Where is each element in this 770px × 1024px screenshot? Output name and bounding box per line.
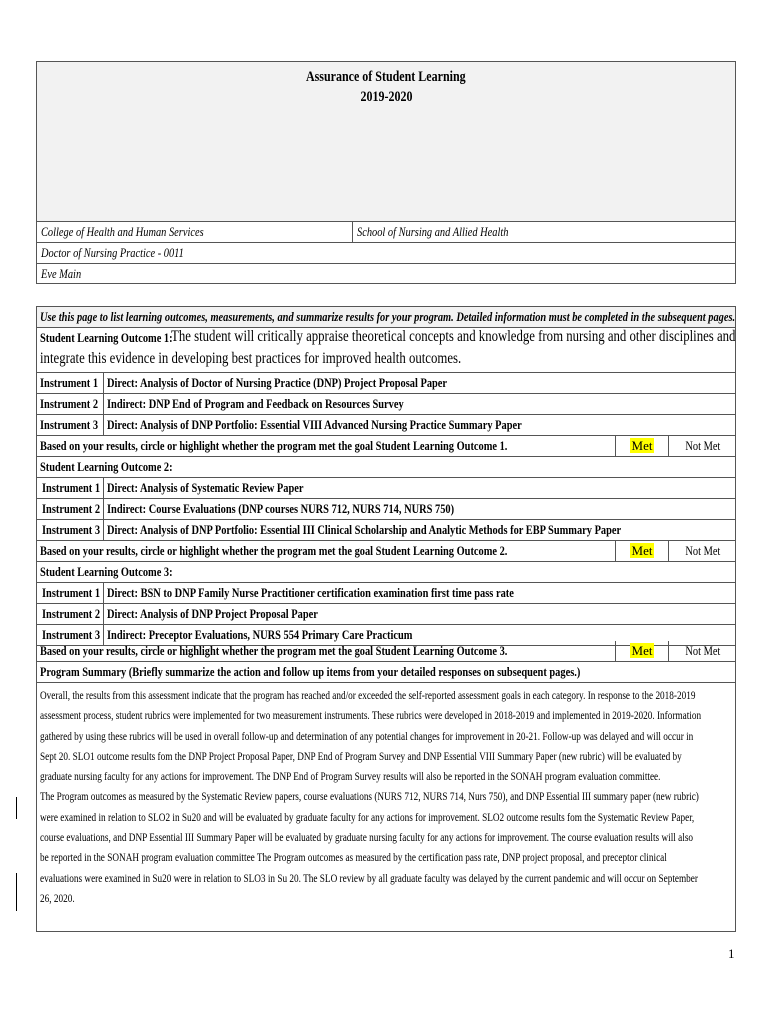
met-option[interactable]: Met (615, 541, 668, 561)
met-option[interactable]: Met (615, 641, 668, 661)
instrument-name: Instrument 2 (42, 606, 101, 621)
result-prompt: Based on your results, circle or highlight whether the program met the goal Student Learning Outcome 3. (40, 643, 508, 658)
slo1-instrument-row (37, 394, 735, 415)
summary-line: Sept 20. SLO1 outcome results fom the DNP Project Proposal Paper, DNP End of Program Survey and DNP Essential VIII Summary Paper (new rubric) will be evaluated by (40, 748, 682, 763)
program-summary-heading: Program Summary (Briefly summarize the action and follow up items from your detailed responses on subsequent pages.) (37, 662, 735, 683)
result-prompt: Based on your results, circle or highlight whether the program met the goal Student Learning Outcome 2. (40, 543, 508, 558)
instructions-text: Use this page to list learning outcomes, measurements, and summarize results for your program. Detailed information must be completed in the subsequent pages. (40, 309, 736, 324)
instrument-desc: Direct: Analysis of DNP Project Proposal Paper (103, 604, 735, 624)
program-name: Doctor of Nursing Practice - 0011 (41, 245, 184, 260)
program-summary-text (40, 685, 733, 908)
instrument-name: Instrument 2 (40, 396, 99, 411)
title-area (37, 62, 735, 222)
instrument-desc: Direct: Analysis of Doctor of Nursing Practice (DNP) Project Proposal Paper (103, 373, 735, 393)
summary-line: were examined in relation to SLO2 in Su20 and will be evaluated by graduate faculty for any actions for improvement. SLO2 outcome results fom the Systematic Review Paper, (40, 809, 695, 824)
header-box (36, 61, 736, 284)
instrument-desc: Indirect: Preceptor Evaluations, NURS 554 Primary Care Practicum (103, 625, 735, 645)
change-bar (16, 797, 17, 819)
instrument-name: Instrument 1 (42, 480, 101, 495)
instrument-desc: Direct: BSN to DNP Family Nurse Practitioner certification examination first time pass rate (103, 583, 735, 603)
slo1-instrument-row (37, 373, 735, 394)
slo2-label: Student Learning Outcome 2: (40, 459, 173, 474)
campus-row (37, 264, 735, 284)
summary-line: be reported in the SONAH program evaluation committee The Program outcomes as measured by the certification pass rate, DNP project proposal, and preceptor clinical (40, 850, 667, 865)
slo3-label: Student Learning Outcome 3: (40, 564, 173, 579)
instrument-desc: Direct: Analysis of Systematic Review Paper (103, 478, 735, 498)
slo3-instrument-row (37, 604, 735, 625)
slo1-result-row (37, 436, 735, 457)
campus-name: Eve Main (41, 266, 82, 281)
summary-line: course evaluations, and DNP Essential III Summary Paper will be evaluated by graduate nursing faculty for any actions for improvement. The course evaluation results will also (40, 830, 694, 845)
summary-line: The Program outcomes as measured by the Systematic Review papers, course evaluations (NURS 712, NURS 714, Nurs 750), and DNP Essential III summary paper (new rubric) (40, 789, 699, 804)
met-option[interactable]: Met (615, 436, 668, 456)
instructions-row (37, 307, 735, 328)
slo2-instrument-row (37, 499, 735, 520)
slo3-result-row (37, 641, 735, 662)
program-row (37, 243, 735, 264)
document-year: 2019-2020 (360, 89, 412, 105)
not-met-option[interactable]: Not Met (668, 436, 736, 456)
slo1-description-row (37, 328, 735, 373)
summary-line: 26, 2020. (40, 890, 75, 905)
slo2-result-row (37, 541, 735, 562)
slo3-instrument-row (37, 583, 735, 604)
instrument-desc: Direct: Analysis of DNP Portfolio: Essential VIII Advanced Nursing Practice Summary Paper (103, 415, 735, 435)
not-met-option[interactable]: Not Met (668, 641, 736, 661)
summary-line: graduate nursing faculty for any actions for improvement. The DNP End of Program Survey results will also be reported in the SONAH program evaluation committee. (40, 769, 661, 784)
slo2-instrument-row (37, 478, 735, 499)
college-name: College of Health and Human Services (41, 224, 204, 239)
instrument-name: Instrument 1 (40, 375, 99, 390)
document-title: Assurance of Student Learning (306, 69, 466, 85)
slo3-label-row (37, 562, 735, 583)
instrument-name: Instrument 3 (40, 417, 99, 432)
slo2-instrument-row (37, 520, 735, 541)
slo1-text-line2: integrate this evidence in developing best practices for improved health outcomes. (40, 350, 462, 367)
page-number: 1 (728, 946, 735, 961)
instrument-name: Instrument 1 (42, 585, 101, 600)
summary-line: assessment process, student rubrics were implemented for two measurement instruments. These rubrics were developed in 2018-2019 and implemented in 2019-2020. Information (40, 708, 702, 723)
result-prompt: Based on your results, circle or highlight whether the program met the goal Student Learning Outcome 1. (40, 438, 508, 453)
school-name: School of Nursing and Allied Health (352, 222, 735, 242)
instrument-name: Instrument 2 (42, 501, 101, 516)
slo2-label-row (37, 457, 735, 478)
slo1-instrument-row (37, 415, 735, 436)
summary-line: Overall, the results from this assessment indicate that the program has reached and/or exceeded the self-reported assessment goals in each category. In response to the 2018-2019 (40, 688, 696, 702)
college-row (37, 222, 735, 243)
instrument-name: Instrument 3 (42, 522, 101, 537)
not-met-option[interactable]: Not Met (668, 541, 736, 561)
outcomes-table (36, 306, 736, 932)
summary-line: gathered by using these rubrics will be used in overall follow-up and determination of any potential changes for improvement in 20-21. Follow-up was delayed and will occur in (40, 728, 694, 743)
change-bar (16, 873, 17, 911)
summary-line: evaluations were examined in Su20 were in relation to SLO3 in Su 20. The SLO review by all graduate faculty was delayed by the current pandemic and will occur on September (40, 870, 698, 885)
slo1-label: Student Learning Outcome 1: (40, 330, 173, 345)
instrument-desc: Direct: Analysis of DNP Portfolio: Essential III Clinical Scholarship and Analytic Methods for EBP Summary Paper (103, 520, 735, 540)
instrument-desc: Indirect: Course Evaluations (DNP courses NURS 712, NURS 714, NURS 750) (103, 499, 735, 519)
instrument-name: Instrument 3 (42, 627, 101, 642)
slo1-text-line1: The student will critically appraise theoretical concepts and knowledge from nursing and other disciplines and (171, 328, 736, 345)
instrument-desc: Indirect: DNP End of Program and Feedback on Resources Survey (103, 394, 735, 414)
